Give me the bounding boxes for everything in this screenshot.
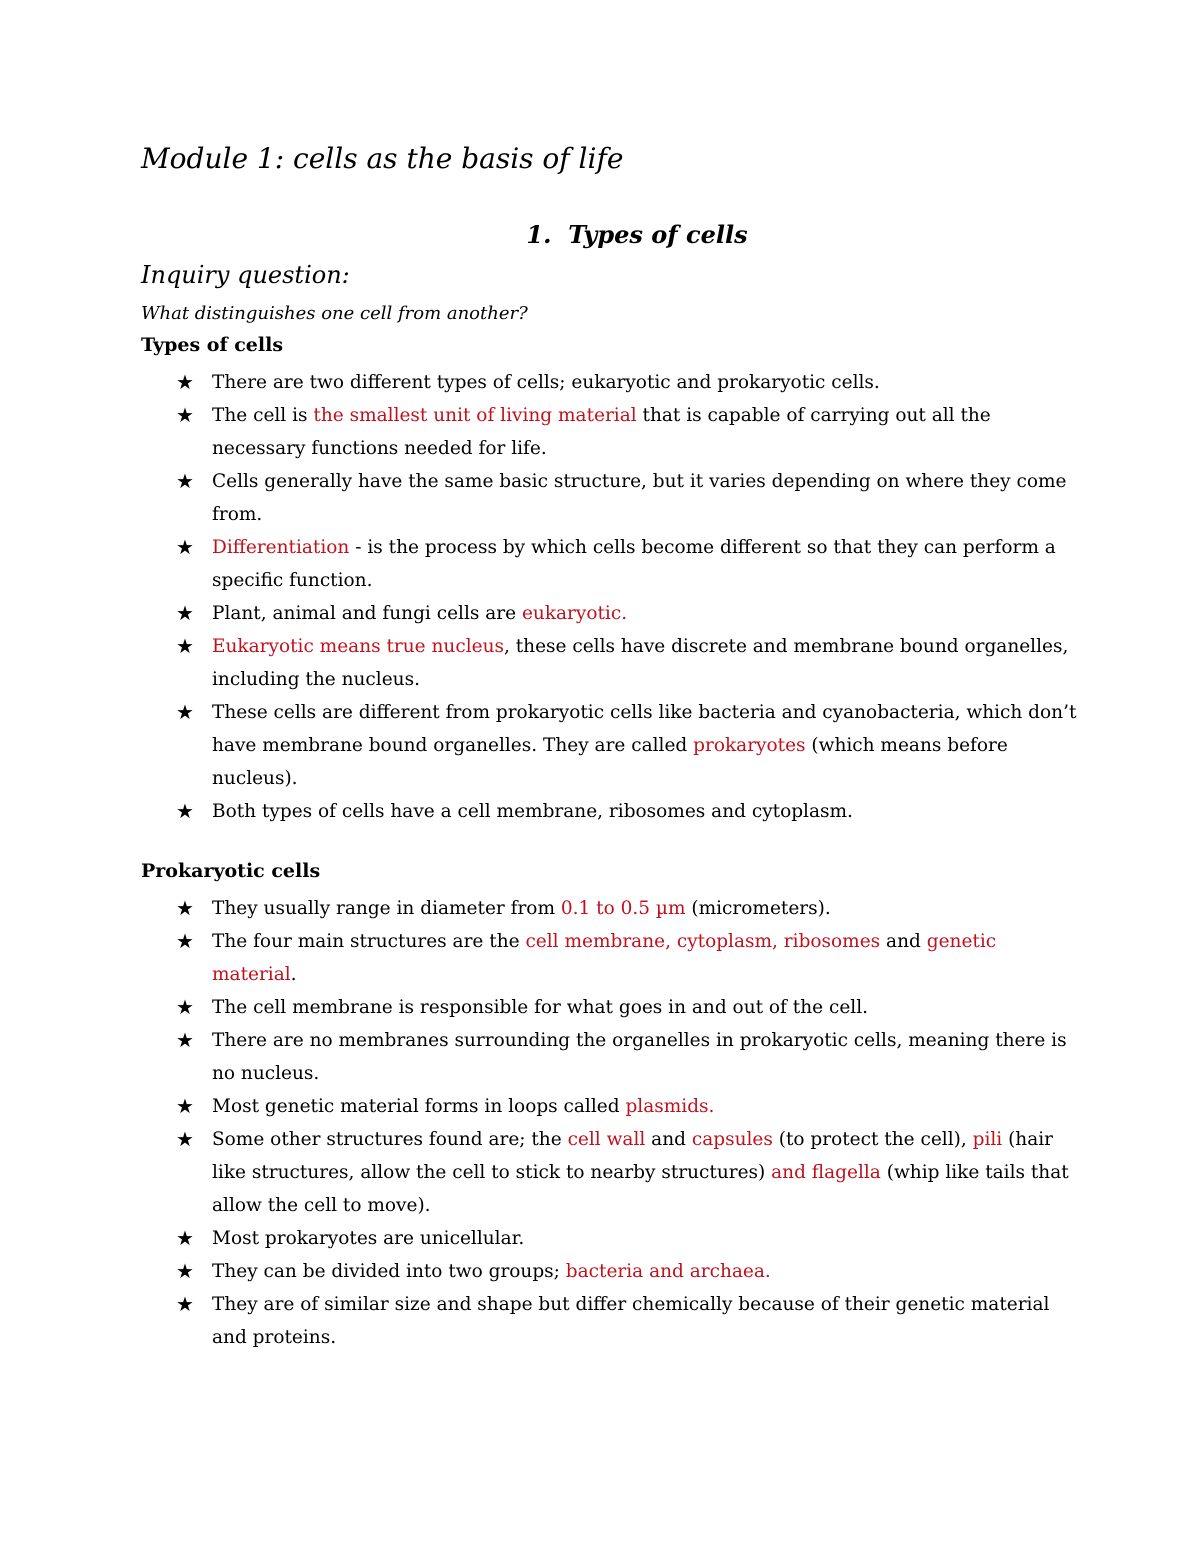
highlighted-text: bacteria and archaea.: [565, 1261, 771, 1282]
list-item: [0, 892, 1200, 925]
list-item-text: The four main structures are the: [212, 931, 526, 952]
types-of-cells-heading: Types of cells: [141, 334, 284, 356]
list-item: [0, 531, 1200, 597]
inquiry-label: Inquiry question:: [141, 261, 350, 289]
star-icon: ★: [176, 799, 194, 823]
list-item: [0, 630, 1200, 696]
star-icon: ★: [176, 1028, 194, 1052]
star-icon: ★: [176, 403, 194, 427]
list-item-text: Cells generally have the same basic structure, but it varies depending on where they come from.: [212, 471, 1067, 525]
prokaryotic-cells-heading: Prokaryotic cells: [141, 860, 321, 882]
highlighted-text: prokaryotes: [693, 735, 806, 756]
list-item-text: (which means before nucleus).: [212, 735, 1008, 789]
highlighted-text: and flagella: [771, 1162, 881, 1183]
highlighted-text: genetic material: [212, 931, 997, 985]
highlighted-text: eukaryotic.: [521, 603, 628, 624]
list-item: [0, 465, 1200, 531]
highlighted-text: plasmids.: [625, 1096, 715, 1117]
list-item-text: The cell membrane is responsible for what goes in and out of the cell.: [212, 997, 868, 1018]
star-icon: ★: [176, 1127, 194, 1151]
star-icon: ★: [176, 370, 194, 394]
list-item-text: They are of similar size and shape but differ chemically because of their genetic material and proteins.: [212, 1294, 1050, 1348]
list-item-text: (whip like tails that allow the cell to move).: [212, 1162, 1069, 1216]
star-icon: ★: [176, 1259, 194, 1283]
highlighted-text: Eukaryotic means true nucleus: [212, 636, 504, 657]
section-number: 1.: [526, 220, 552, 249]
list-item-text: (to protect the cell),: [772, 1129, 973, 1150]
highlighted-text: 0.1 to 0.5 µm: [560, 898, 686, 919]
list-item-text: and: [645, 1129, 692, 1150]
highlighted-text: capsules: [691, 1129, 773, 1150]
list-item-text: that is capable of carrying out all the necessary functions needed for life.: [212, 405, 991, 459]
list-item-text: Most prokaryotes are unicellular.: [212, 1228, 525, 1249]
list-item: [0, 366, 1200, 399]
star-icon: ★: [176, 601, 194, 625]
star-icon: ★: [176, 929, 194, 953]
module-title: Module 1: cells as the basis of life: [141, 142, 624, 175]
list-item: [0, 1123, 1200, 1222]
inquiry-question: What distinguishes one cell from another?: [141, 303, 528, 324]
star-icon: ★: [176, 469, 194, 493]
list-item: [0, 399, 1200, 465]
list-item: [0, 1090, 1200, 1123]
list-item: [0, 597, 1200, 630]
highlighted-text: pili: [972, 1129, 1003, 1150]
list-item-text: , these cells have discrete and membrane bound organelles, including the nucleus.: [212, 636, 1069, 690]
star-icon: ★: [176, 535, 194, 559]
list-item-text: and: [880, 931, 927, 952]
list-item-text: - is the process by which cells become different so that they can perform a specific function.: [212, 537, 1056, 591]
list-item-text: Both types of cells have a cell membrane, ribosomes and cytoplasm.: [212, 801, 853, 822]
list-item: [0, 795, 1200, 828]
list-item-text: They can be divided into two groups;: [212, 1261, 566, 1282]
prokaryotic-cells-list: [0, 892, 1200, 1354]
star-icon: ★: [176, 1094, 194, 1118]
list-item-text: There are no membranes surrounding the organelles in prokaryotic cells, meaning there is no nucleus.: [212, 1030, 1067, 1084]
star-icon: ★: [176, 896, 194, 920]
list-item: [0, 1222, 1200, 1255]
highlighted-text: cell wall: [567, 1129, 646, 1150]
highlighted-text: cell membrane, cytoplasm, ribosomes: [525, 931, 881, 952]
section-title: Types of cells: [568, 220, 748, 249]
list-item: [0, 1024, 1200, 1090]
star-icon: ★: [176, 1226, 194, 1250]
list-item: [0, 991, 1200, 1024]
list-item-text: The cell is: [212, 405, 314, 426]
list-item-text: Some other structures found are; the: [212, 1129, 568, 1150]
list-item-text: (hair like structures, allow the cell to stick to nearby structures): [212, 1129, 1054, 1183]
list-item: [0, 696, 1200, 795]
list-item: [0, 1255, 1200, 1288]
star-icon: ★: [176, 995, 194, 1019]
list-item-text: These cells are different from prokaryotic cells like bacteria and cyanobacteria, which don’t have membrane bound organelles. They are called: [212, 702, 1077, 756]
list-item-text: (micrometers).: [685, 898, 831, 919]
star-icon: ★: [176, 1292, 194, 1316]
list-item-text: Plant, animal and fungi cells are: [212, 603, 522, 624]
highlighted-text: Differentiation: [212, 537, 356, 558]
star-icon: ★: [176, 700, 194, 724]
list-item: [0, 1288, 1200, 1354]
highlighted-text: the smallest unit of living material: [313, 405, 637, 426]
list-item-text: Most genetic material forms in loops called: [212, 1096, 626, 1117]
list-item: [0, 925, 1200, 991]
star-icon: ★: [176, 634, 194, 658]
section-heading: [0, 220, 1200, 249]
list-item-text: They usually range in diameter from: [212, 898, 561, 919]
types-of-cells-list: [0, 366, 1200, 828]
list-item-text: There are two different types of cells; eukaryotic and prokaryotic cells.: [212, 372, 880, 393]
list-item-text: .: [290, 964, 297, 985]
